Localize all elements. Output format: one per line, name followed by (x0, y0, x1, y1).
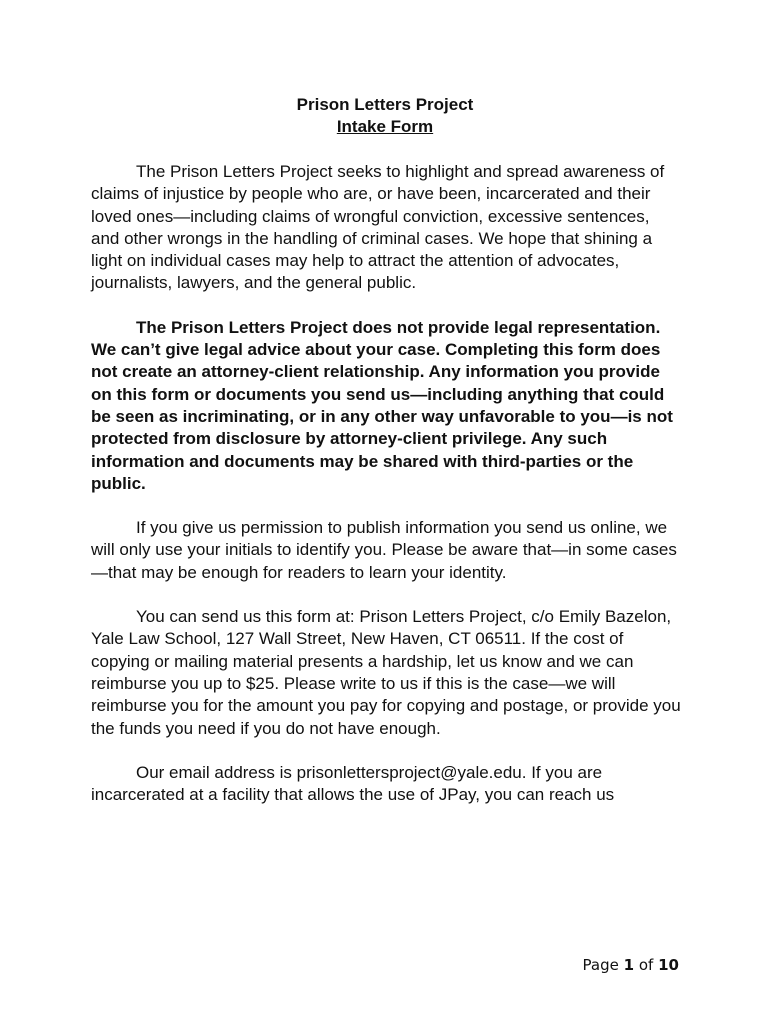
paragraph-publishing-privacy: If you give us permission to publish information you send us online, we will only use your initials to identify you. Please be aware that—in some cases—that may be enough for readers to learn your identity. (91, 518, 677, 582)
document-body (91, 161, 681, 828)
paragraph-intro: The Prison Letters Project seeks to highlight and spread awareness of claims of injustice by people who are, or have been, incarcerated and their loved ones—including claims of wrongful conviction, excessive sentences, and other wrongs in the handling of criminal cases. We hope that shining a light on individual cases may help to attract the attention of advocates, journalists, lawyers, and the general public. (91, 162, 665, 293)
paragraph-mailing-address: You can send us this form at: Prison Letters Project, c/o Emily Bazelon, Yale Law School, 127 Wall Street, New Haven, CT 06511. If the cost of copying or mailing material presents a hardship, let us know and we can reimburse you up to $25. Please write to us if this is the case—we will reimburse you for the amount you pay for copying and postage, or provide you the funds you need if you do not have enough. (91, 607, 681, 738)
of-word: of (638, 956, 654, 974)
page-word: Page (582, 956, 619, 974)
document-header (0, 94, 770, 138)
document-title: Prison Letters Project (296, 95, 474, 114)
document-subtitle: Intake Form (336, 117, 434, 136)
paragraph-contact-email: Our email address is prisonlettersproject@yale.edu. If you are incarcerated at a facility that allows the use of JPay, you can reach us (91, 762, 615, 805)
page-number-footer (583, 956, 679, 974)
total-page-count: 10 (658, 956, 679, 974)
paragraph-legal-disclaimer: The Prison Letters Project does not provide legal representation. We can’t give legal advice about your case. Completing this form does not create an attorney-client relationship. Any information you provide on this form or documents you send us—including anything that could be seen as incriminating, or in any other way unfavorable to you—is not protected from disclosure by attorney-client privilege. Any such information and documents may be shared with third-parties or the public. (91, 317, 673, 493)
current-page-number: 1 (623, 956, 635, 974)
